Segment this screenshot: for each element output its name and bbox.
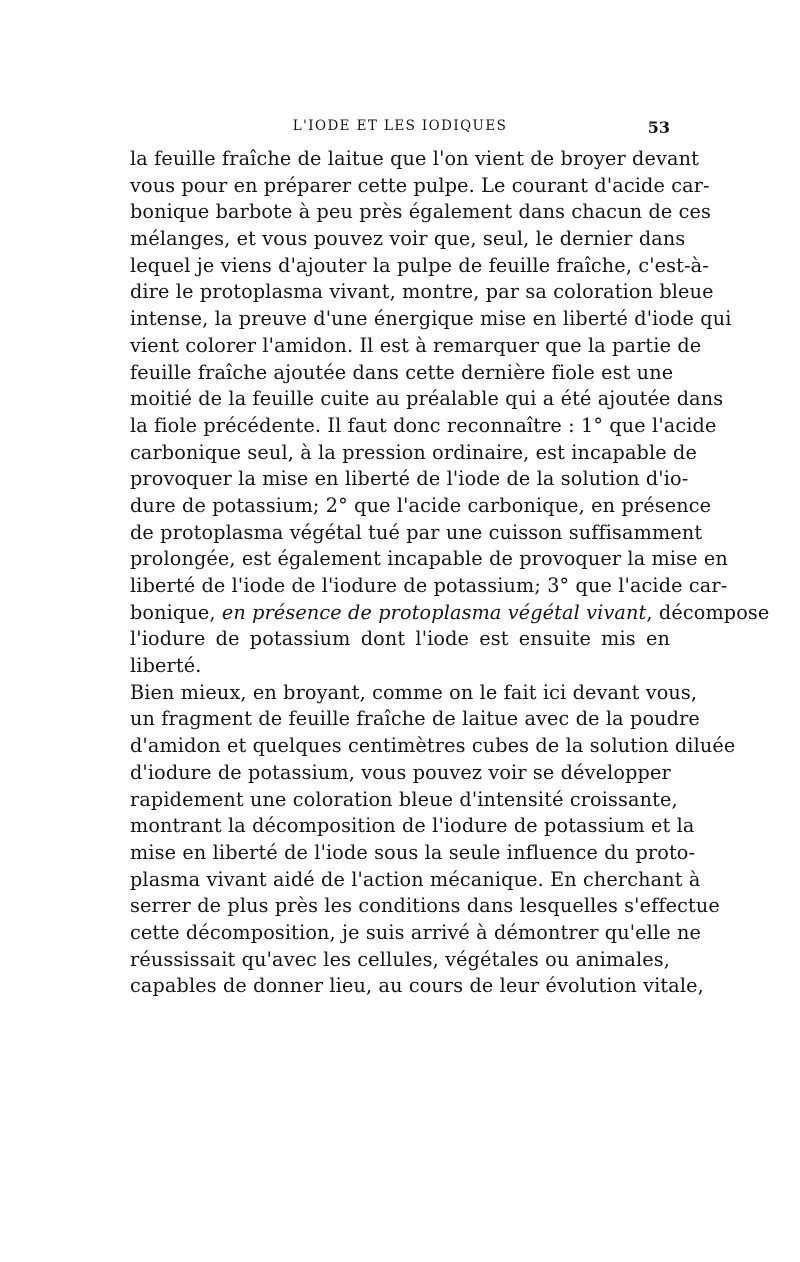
text-line: feuille fraîche ajoutée dans cette dernière fiole est une <box>130 360 674 384</box>
running-header <box>130 118 670 142</box>
text-line: d'iodure de potassium, vous pouvez voir se développer <box>130 760 671 784</box>
text-line: prolongée, est également incapable de provoquer la mise en <box>130 547 728 571</box>
text-line: rapidement une coloration bleue d'intensité croissante, <box>130 787 678 811</box>
text-line: mélanges, et vous pouvez voir que, seul, le dernier dans <box>130 227 686 251</box>
text-line: provoquer la mise en liberté de l'iode de la solution d'io- <box>130 467 689 491</box>
text-line: bonique barbote à peu près également dans chacun de ces <box>130 200 712 224</box>
running-title: L'IODE ET LES IODIQUES <box>292 118 508 134</box>
text-line: de protoplasma végétal tué par une cuisson suffisamment <box>130 520 703 544</box>
text-line: capables de donner lieu, au cours de leur évolution vitale, <box>130 974 704 998</box>
text-line: d'amidon et quelques centimètres cubes de la solution diluée <box>130 734 736 758</box>
text-line: la feuille fraîche de laitue que l'on vient de broyer devant <box>130 147 699 170</box>
text-line: la fiole précédente. Il faut donc reconnaître : 1° que l'acide <box>130 413 717 437</box>
text-line: montrant la décomposition de l'iodure de potassium et la <box>130 814 695 838</box>
text-line: réussissait qu'avec les cellules, végétales ou animales, <box>130 947 670 971</box>
text-line: serrer de plus près les conditions dans lesquelles s'effectue <box>130 894 720 918</box>
text-line: dure de potassium; 2° que l'acide carbonique, en présence <box>130 493 712 517</box>
text-line: l'iodure de potassium dont l'iode est ensuite mis en <box>130 627 670 651</box>
text-segment: , décompose <box>646 600 770 624</box>
text-line: Bien mieux, en broyant, comme on le fait ici devant vous, <box>130 680 698 704</box>
text-line: intense, la preuve d'une énergique mise en liberté d'iode qui <box>130 307 732 331</box>
text-line: cette décomposition, je suis arrivé à démontrer qu'elle ne <box>130 920 701 944</box>
text-line: mise en liberté de l'iode sous la seule influence du proto- <box>130 840 696 864</box>
text-line: moitié de la feuille cuite au préalable qui a été ajoutée dans <box>130 387 724 411</box>
page-number: 53 <box>647 118 670 137</box>
text-line: un fragment de feuille fraîche de laitue avec de la poudre <box>130 707 700 731</box>
text-line: liberté. <box>130 654 202 678</box>
text-line: carbonique seul, à la pression ordinaire, est incapable de <box>130 440 697 464</box>
text-line: dire le protoplasma vivant, montre, par sa coloration bleue <box>130 280 714 304</box>
text-segment: bonique, <box>130 600 222 624</box>
text-line: vient colorer l'amidon. Il est à remarquer que la partie de <box>130 333 702 357</box>
body-text <box>130 146 770 1000</box>
text-line: plasma vivant aidé de l'action mécanique. En cherchant à <box>130 867 701 891</box>
text-line-with-italic <box>130 600 770 627</box>
text-line: liberté de l'iode de l'iodure de potassium; 3° que l'acide car- <box>130 574 728 597</box>
text-line: vous pour en préparer cette pulpe. Le courant d'acide car- <box>130 173 710 197</box>
italic-emphasis: en présence de protoplasma végétal vivant <box>221 600 647 624</box>
text-line: lequel je viens d'ajouter la pulpe de feuille fraîche, c'est-à- <box>130 253 709 277</box>
